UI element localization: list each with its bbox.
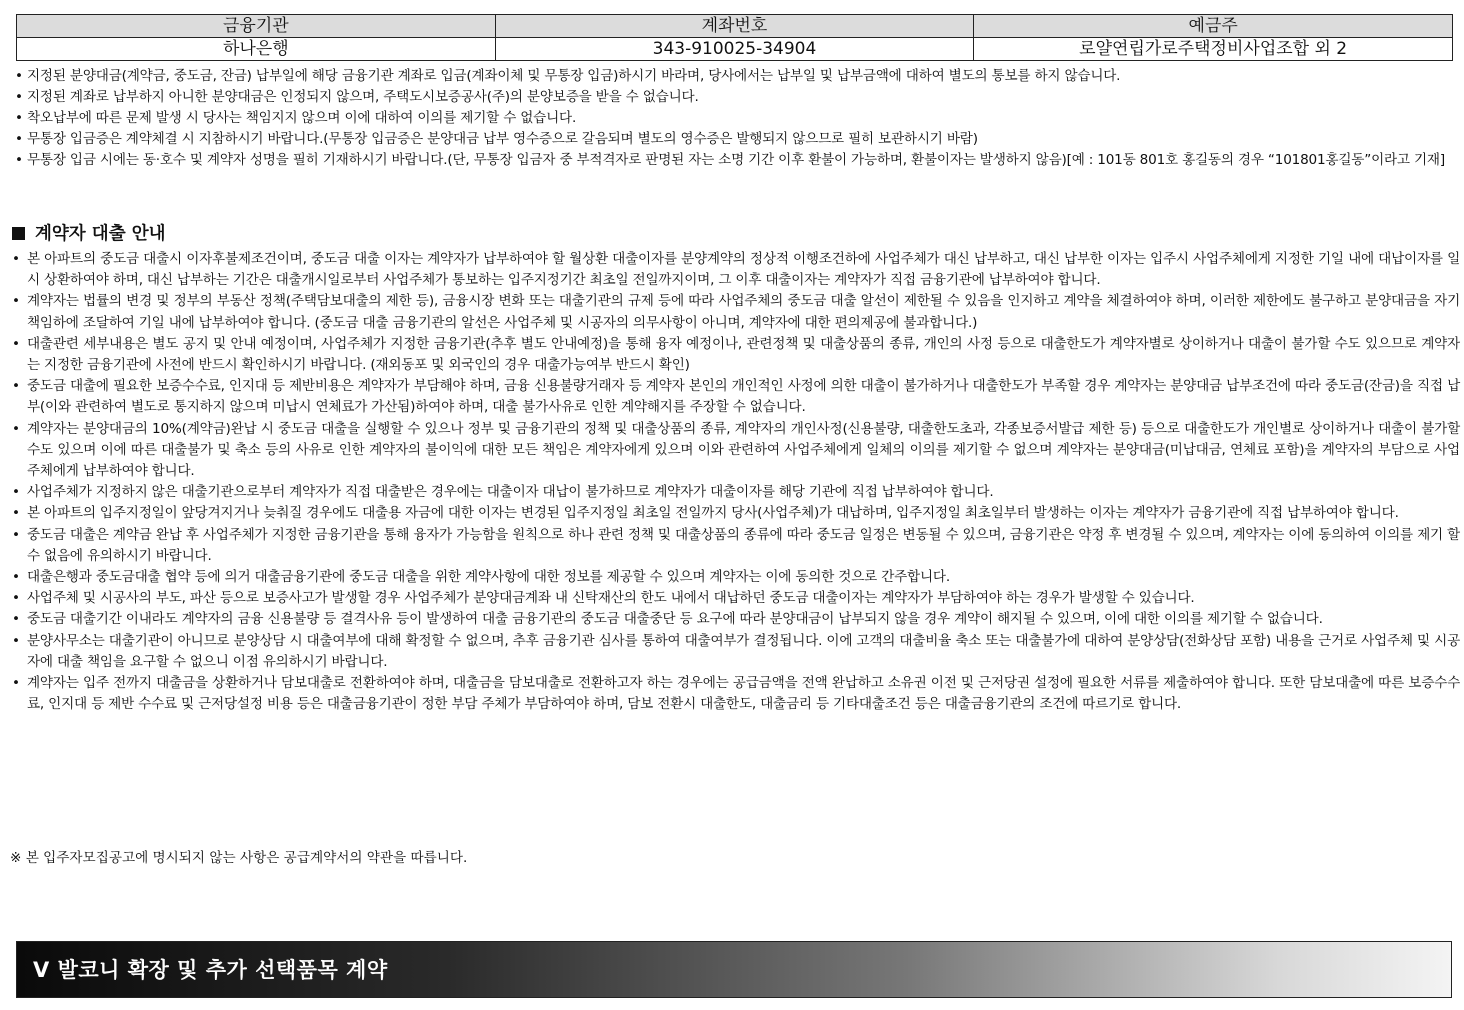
payment-note: • 착오납부에 따른 문제 발생 시 당사는 책임지지 않으며 이에 대하여 이의를 제기할 수 없습니다. [14, 108, 1460, 129]
header-account-number: 계좌번호 [495, 15, 974, 38]
header-depositor: 예금주 [974, 15, 1453, 38]
loan-section-title: 계약자 대출 안내 [35, 224, 166, 244]
loan-info-item: • 중도금 대출기간 이내라도 계약자의 금융 신용불량 등 결격사유 등이 발생하여 대출 금융기관의 중도금 대출중단 등 요구에 따라 분양대금이 납부되지 않을 경우 계약이 해지될 수 있으며, 이에 대한 이의를 제기할 수 없습니다. [10, 609, 1460, 630]
account-table-row [17, 38, 1453, 61]
payment-note: • 지정된 분양대금(계약금, 중도금, 잔금) 납부일에 해당 금융기관 계좌로 입금(계좌이체 및 무통장 입금)하시기 바라며, 당사에서는 납부일 및 납부금액에 대하여 별도의 통보를 하지 않습니다. [14, 66, 1460, 87]
payment-note: • 무통장 입금 시에는 동·호수 및 계약자 성명을 필히 기재하시기 바랍니다.(단, 무통장 입금자 중 부적격자로 판명된 자는 소명 기간 이후 환불이 가능하며, 환불이자는 발생하지 않음)[예 : 101동 801호 홍길동의 경우 “101801홍길동”이라고 기재] [14, 150, 1460, 171]
loan-section-heading [12, 222, 166, 246]
payment-note: • 무통장 입금증은 계약체결 시 지참하시기 바랍니다.(무통장 입금증은 분양대금 납부 영수증으로 갈음되며 별도의 영수증은 발행되지 않으므로 필히 보관하시기 바람) [14, 129, 1460, 150]
loan-info-item: • 계약자는 법률의 변경 및 정부의 부동산 정책(주택담보대출의 제한 등), 금융시장 변화 또는 대출기관의 규제 등에 따라 사업주체의 중도금 대출 알선이 제한될 수 있음을 인지하고 계약을 체결하여야 하며, 이러한 제한에도 불구하고 분양대금을 자기 책임하에 조달하여 기일 내에 납부하여야 합니다. (중도금 대출 금융기관의 알선은 사업주체 및 시공자의 의무사항이 아니며, 계약자에 대한 편의제공에 불과합니다.) [10, 291, 1460, 333]
chapter-title: V 발코니 확장 및 추가 선택품목 계약 [33, 958, 388, 982]
loan-info-item: • 사업주체가 지정하지 않은 대출기관으로부터 계약자가 직접 대출받은 경우에는 대출이자 대납이 불가하므로 계약자가 대출이자를 해당 기관에 직접 납부하여야 합니다. [10, 482, 1460, 503]
loan-info-item: • 본 아파트의 중도금 대출시 이자후불제조건이며, 중도금 대출 이자는 계약자가 납부하여야 할 월상환 대출이자를 분양계약의 정상적 이행조건하에 사업주체가 대신 납부하고, 대신 납부한 이자는 입주시 사업주체에게 지정한 기일 내에 대납이자를 일시 상환하여야 하며, 대신 납부하는 기간은 대출개시일로부터 사업주체가 통보하는 입주지정기간 최초일 전일까지이며, 그 이후 대출이자는 계약자가 직접 금융기관에 납부하여야 합니다. [10, 249, 1460, 291]
header-bank: 금융기관 [17, 15, 496, 38]
account-table-header [17, 15, 1453, 38]
loan-info-item: • 중도금 대출에 필요한 보증수수료, 인지대 등 제반비용은 계약자가 부담해야 하며, 금융 신용불량거래자 등 계약자 본인의 개인적인 사정에 의한 대출이 불가하거나 대출한도가 부족할 경우 계약자는 분양대금 납부조건에 따라 중도금(잔금)을 직접 납부(이와 관련하여 별도로 통지하지 않으며 미납시 연체료가 가산됨)하여야 하며, 대출 불가사유로 인한 계약해지를 주장할 수 없습니다. [10, 376, 1460, 418]
bank-name: 하나은행 [17, 38, 496, 61]
depositor-name: 로얄연립가로주택정비사업조합 외 2 [974, 38, 1453, 61]
loan-info-item: • 본 아파트의 입주지정일이 앞당겨지거나 늦춰질 경우에도 대출용 자금에 대한 이자는 변경된 입주지정일 최초일 전일까지 당사(사업주체)가 대납하며, 입주지정일 최초일부터 발생하는 이자는 계약자가 금융기관에 직접 납부하여야 합니다. [10, 503, 1460, 524]
loan-info-item: • 계약자는 입주 전까지 대출금을 상환하거나 담보대출로 전환하여야 하며, 대출금을 담보대출로 전환하고자 하는 경우에는 공급금액을 전액 완납하고 소유권 이전 및 근저당권 설정에 필요한 서류를 제출하여야 합니다. 또한 담보대출에 따른 보증수수료, 인지대 등 제반 수수료 및 근저당설정 비용 등은 대출금융기관이 정한 부담 주체가 부담하여야 하며, 담보 전환시 대출한도, 대출금리 등 기타대출조건 등은 대출금융기관의 조건에 따르기로 합니다. [10, 673, 1460, 715]
loan-info-item: • 분양사무소는 대출기관이 아니므로 분양상담 시 대출여부에 대해 확정할 수 없으며, 추후 금융기관 심사를 통하여 대출여부가 결정됩니다. 이에 고객의 대출비율 축소 또는 대출불가에 대하여 분양상담(전화상담 포함) 내용을 근거로 사업주체 및 시공자에 대출 책임을 요구할 수 없으니 이점 유의하시기 바랍니다. [10, 631, 1460, 673]
chapter-banner [16, 941, 1452, 998]
loan-info-item: • 계약자는 분양대금의 10%(계약금)완납 시 중도금 대출을 실행할 수 있으나 정부 및 금융기관의 정책 및 대출상품의 종류, 계약자의 개인사정(신용불량, 대출한도초과, 각종보증서발급 제한 등) 등으로 대출한도가 개인별로 상이하거나 대출이 불가할 수도 있으며 이에 따른 대출불가 및 축소 등의 사유로 인한 계약자의 불이익에 대한 모든 책임은 계약자에게 있으며 이와 관련하여 사업주체에게 일체의 이의를 제기할 수 없으며 계약자는 분양대금(미납대금, 연체료 포함)을 계약자의 부담으로 사업주체에게 납부하여야 합니다. [10, 419, 1460, 483]
payment-note: • 지정된 계좌로 납부하지 아니한 분양대금은 인정되지 않으며, 주택도시보증공사(주)의 분양보증을 받을 수 없습니다. [14, 87, 1460, 108]
loan-info-item: • 사업주체 및 시공사의 부도, 파산 등으로 보증사고가 발생할 경우 사업주체가 분양대금계좌 내 신탁재산의 한도 내에서 대납하던 중도금 대출이자는 계약자가 부담하여야 하는 경우가 발생할 수 있습니다. [10, 588, 1460, 609]
loan-info-list [10, 249, 1460, 715]
account-number: 343-910025-34904 [495, 38, 974, 61]
footnote: ※ 본 입주자모집공고에 명시되지 않는 사항은 공급계약서의 약관을 따릅니다. [10, 850, 468, 866]
loan-info-item: • 중도금 대출은 계약금 완납 후 사업주체가 지정한 금융기관을 통해 융자가 가능함을 원칙으로 하나 관련 정책 및 대출상품의 종류에 따라 중도금 일정은 변동될 수 있으며, 금융기관은 약정 후 변경될 수 있으며, 계약자는 이에 동의하여 이의를 제기 할 수 없음에 유의하시기 바랍니다. [10, 525, 1460, 567]
loan-info-item: • 대출은행과 중도금대출 협약 등에 의거 대출금융기관에 중도금 대출을 위한 계약사항에 대한 정보를 제공할 수 있으며 계약자는 이에 동의한 것으로 간주합니다. [10, 567, 1460, 588]
square-bullet-icon [12, 227, 25, 240]
loan-info-item: • 대출관련 세부내용은 별도 공지 및 안내 예정이며, 사업주체가 지정한 금융기관(추후 별도 안내예정)을 통해 융자 예정이나, 관련정책 및 대출상품의 종류, 개인의 사정 등으로 대출한도가 계약자별로 상이하거나 대출이 불가할 수도 있으므로 계약자는 지정한 금융기관에 사전에 반드시 확인하시기 바랍니다. (재외동포 및 외국인의 경우 대출가능여부 반드시 확인) [10, 334, 1460, 376]
payment-notes [14, 66, 1460, 171]
account-table [16, 14, 1453, 61]
